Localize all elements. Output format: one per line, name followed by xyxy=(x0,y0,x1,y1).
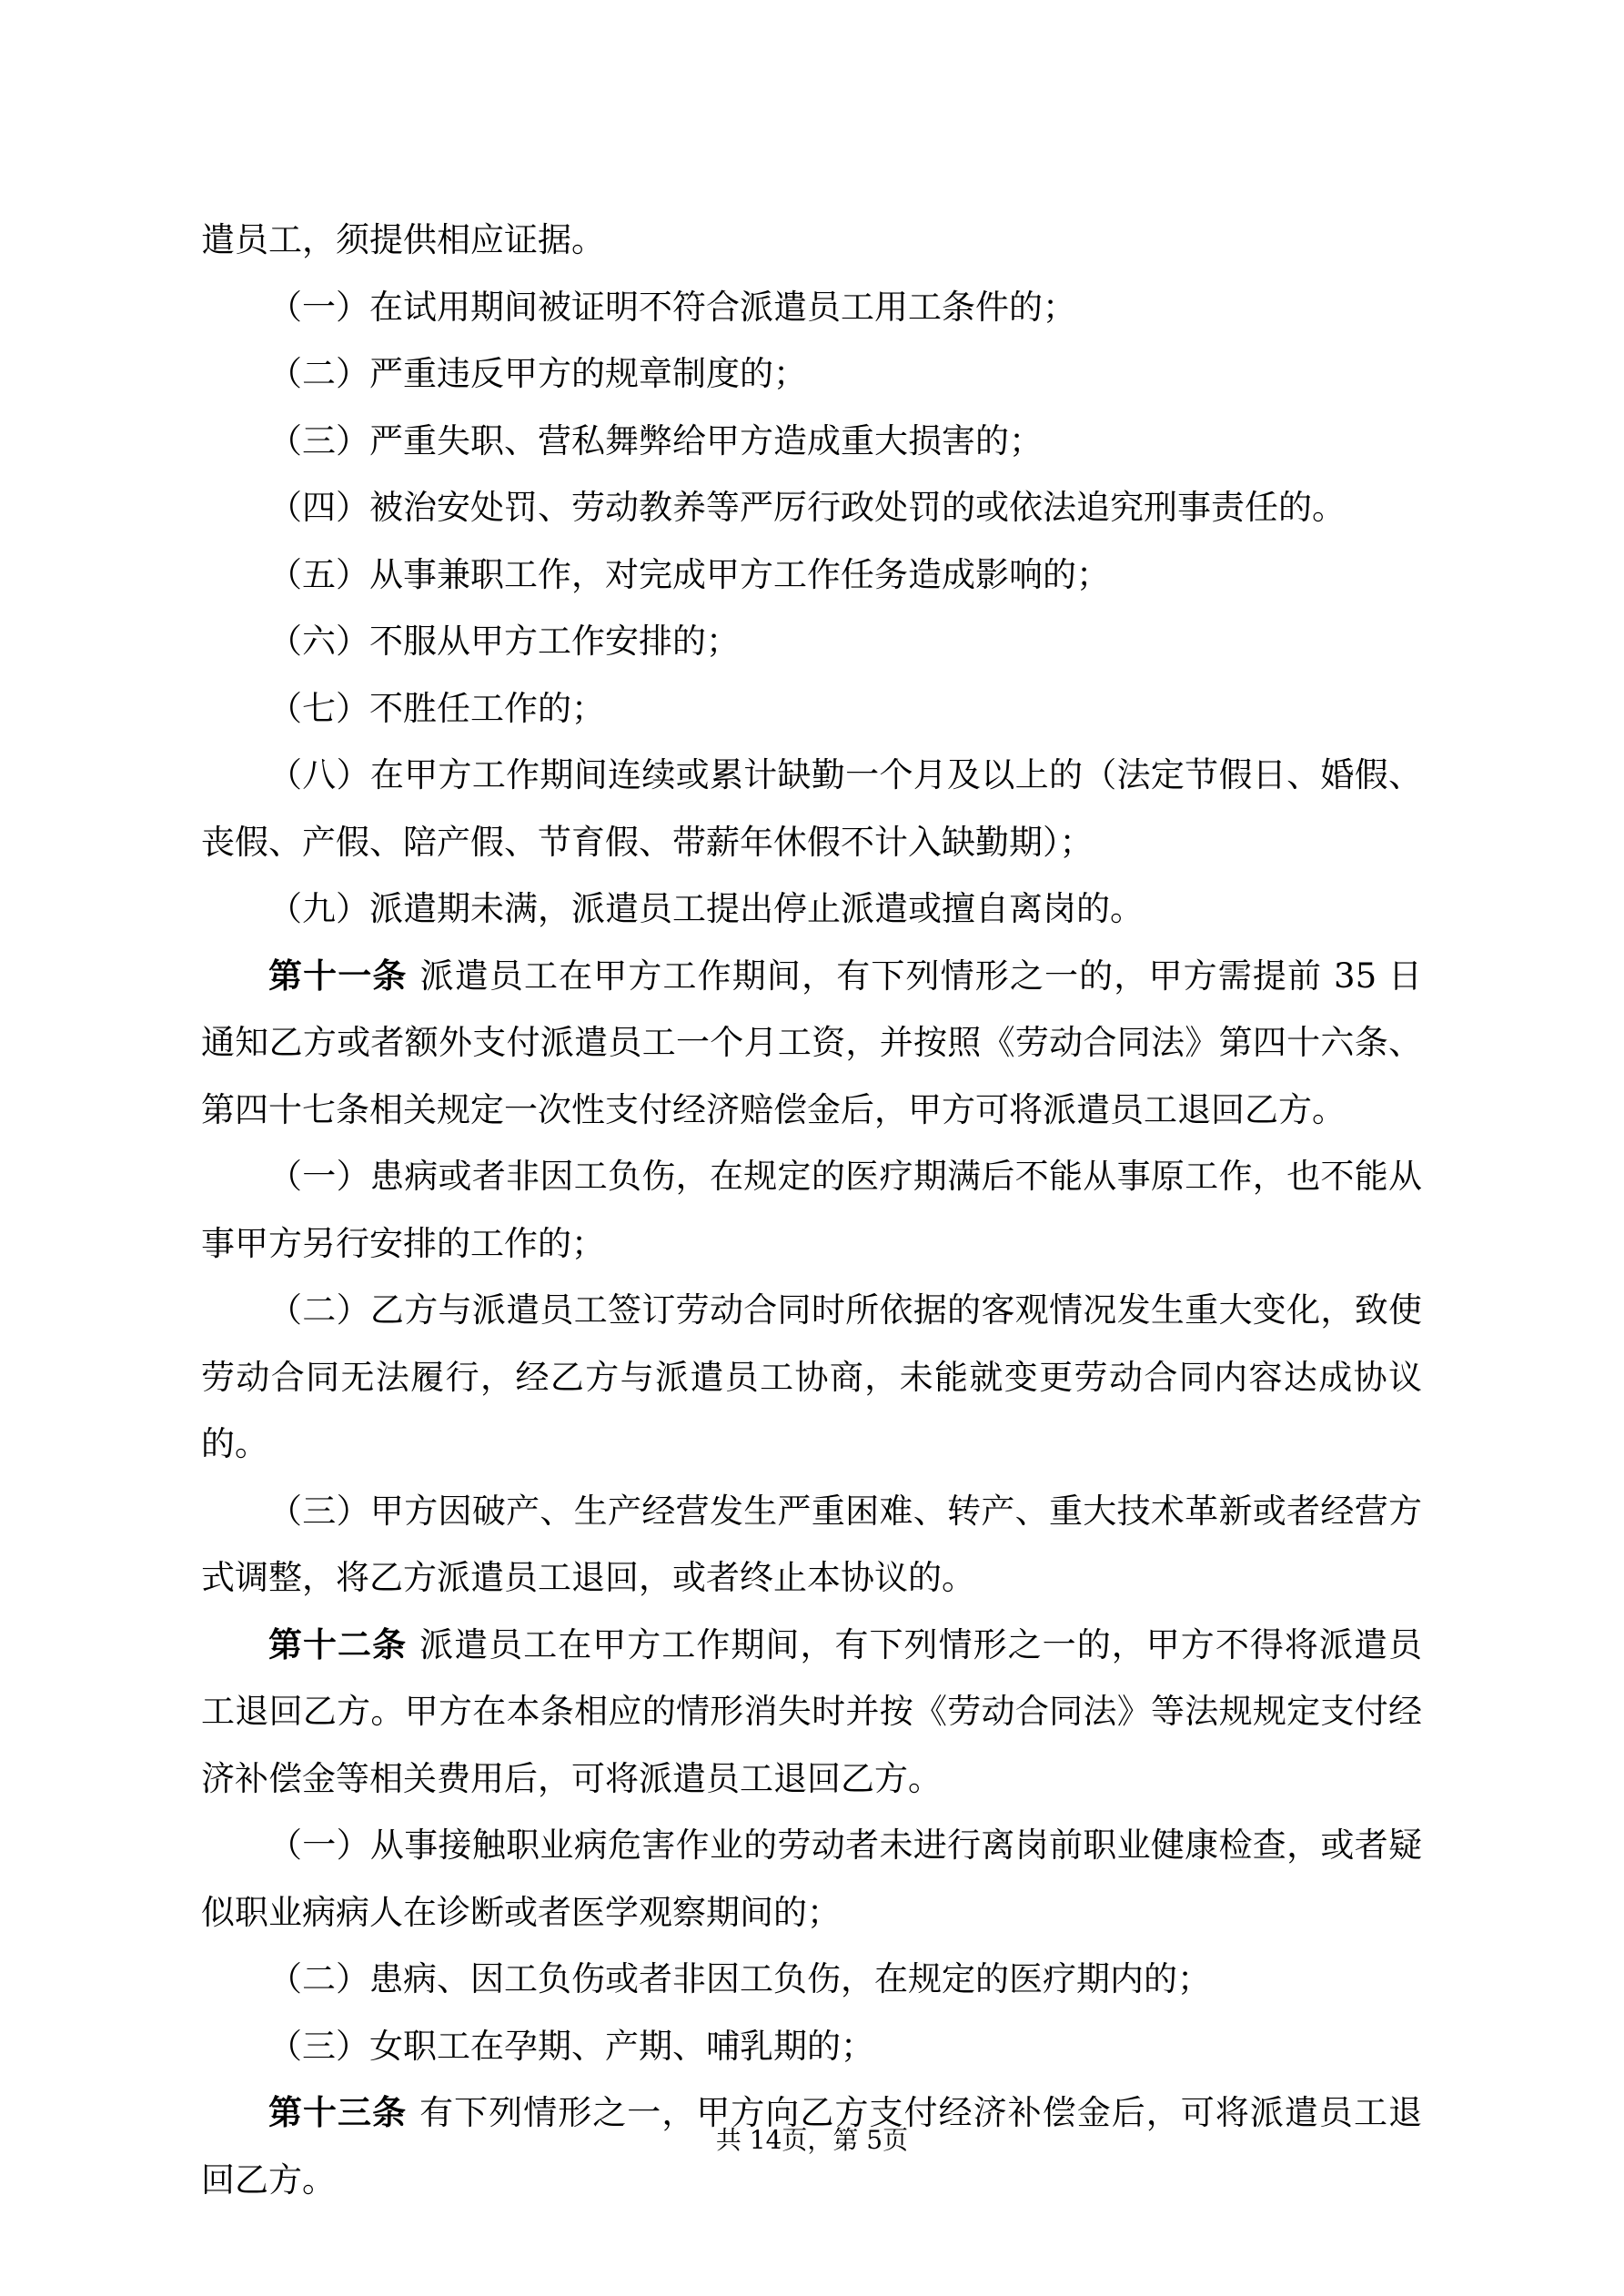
article-text: 派遣员工在甲方工作期间，有下列情形之一的，甲方需提前 35 日通知乙方或者额外支付派遣员工一个月工资，并按照《劳动合同法》第四十六条、第四十七条相关规定一次性支付经济赔偿金后，甲方可将派遣员工退回乙方。 xyxy=(201,956,1423,1129)
article-heading: 第十二条 xyxy=(268,1623,408,1664)
clause-item: （三）严重失职、营私舞弊给甲方造成重大损害的； xyxy=(268,420,1043,460)
clause-item: （一）从事接触职业病危害作业的劳动者未进行离岗前职业健康检查，或者疑似职业病病人在诊断或者医学观察期间的； xyxy=(201,1826,1422,1932)
clause-item: （二）严重违反甲方的规章制度的； xyxy=(268,354,807,393)
clause-item: （三）甲方因破产、生产经营发生严重困难、转产、重大技术革新或者经营方式调整，将乙方派遣员工退回，或者终止本协议的。 xyxy=(201,1491,1422,1597)
article-text: 派遣员工在甲方工作期间，有下列情形之一的，甲方不得将派遣员工退回乙方。甲方在本条相应的情形消失时并按《劳动合同法》等法规规定支付经济补偿金等相关费用后，可将派遣员工退回乙方。 xyxy=(201,1624,1422,1798)
clause-item: （一）患病或者非因工负伤，在规定的医疗期满后不能从事原工作，也不能从事甲方另行安排的工作的； xyxy=(201,1157,1422,1263)
clause-item: （九）派遣期未满，派遣员工提出停止派遣或擅自离岗的。 xyxy=(268,889,1144,928)
clause-item: （三）女职工在孕期、产期、哺乳期的； xyxy=(268,2026,874,2066)
article-heading: 第十一条 xyxy=(268,955,408,996)
article-12 xyxy=(201,1612,1422,1813)
page-footer: 共 14页，第 5页 xyxy=(715,2125,909,2155)
contract-body xyxy=(201,207,1422,2213)
clause-item: （一）在试用期间被证明不符合派遣员工用工条件的； xyxy=(268,287,1076,327)
article-11 xyxy=(201,943,1422,1144)
clause-item: （八）在甲方工作期间连续或累计缺勤一个月及以上的（法定节假日、婚假、丧假、产假、陪产假、节育假、带薪年休假不计入缺勤期）； xyxy=(201,755,1422,862)
article-text: 有下列情形之一，甲方向乙方支付经济补偿金后，可将派遣员工退回乙方。 xyxy=(201,2093,1422,2200)
paragraph: 遣员工，须提供相应证据。 xyxy=(201,220,605,259)
clause-item: （七）不胜任工作的； xyxy=(268,688,605,728)
clause-item: （二）乙方与派遣员工签订劳动合同时所依据的客观情况发生重大变化，致使劳动合同无法履行，经乙方与派遣员工协商，未能就变更劳动合同内容达成协议的。 xyxy=(201,1290,1422,1463)
article-heading: 第十三条 xyxy=(268,2092,408,2132)
clause-item: （五）从事兼职工作，对完成甲方工作任务造成影响的； xyxy=(268,554,1110,594)
clause-item: （六）不服从甲方工作安排的； xyxy=(268,622,740,661)
clause-item: （二）患病、因工负伤或者非因工负伤，在规定的医疗期内的； xyxy=(268,1959,1211,1998)
clause-item: （四）被治安处罚、劳动教养等严厉行政处罚的或依法追究刑事责任的。 xyxy=(268,488,1346,527)
